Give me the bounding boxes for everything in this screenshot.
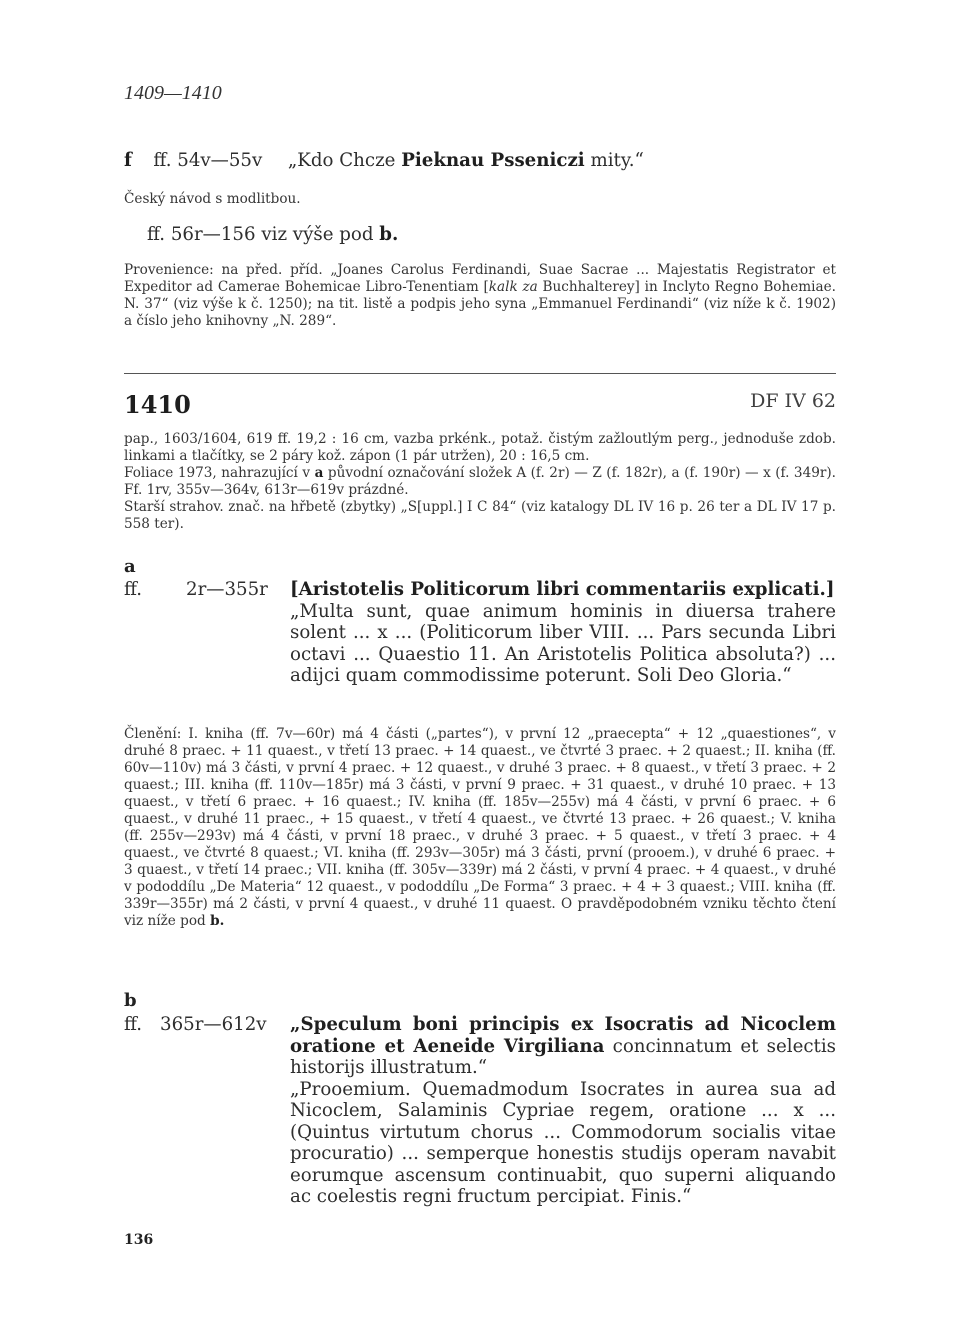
section-a-structure: [124, 726, 836, 930]
section-b-letter: b: [124, 990, 137, 1011]
section-b-text: „Prooemium. Quemadmodum Isocrates in aurea sua ad Nicoclem, Salaminis Cypriae regem, oratione ... x ... (Quintus virtutum chorus ... Commodorum socialis vitae procuratio) ... semperque honestis studijs operam navabit eorumque ascensum continuabit, quo superni aliquando ac coelestis regni fructum percipiat. Finis.“: [290, 1078, 836, 1207]
section-a-folio-range: 2r—355r: [186, 579, 268, 600]
provenience-italic: kalk za: [488, 279, 538, 295]
section-f-ref-letter: b.: [379, 224, 399, 245]
section-f-header: [124, 150, 836, 172]
provenience-part1: Provenience: na před. příd. „Joanes Carolus Ferdinandi, Suae Sacrae ... Majestatis Registrator et Expeditor ad Camerae Bohemicae Libro-Tenentiam [: [124, 262, 836, 295]
entry-desc-foliation-a: Foliace 1973, nahrazující v: [124, 465, 315, 481]
section-divider: [124, 373, 836, 374]
section-a-folio: [124, 579, 268, 600]
section-b-title: [290, 1014, 836, 1079]
section-b-folio-range: 365r—612v: [160, 1014, 267, 1035]
entry-desc-foliation: [124, 465, 836, 499]
section-a-structure-text: Členění: I. kniha (ff. 7v—60r) má 4 části („partes“), v první 12 „praecepta“ + 12 „quaestiones“, v druhé 8 praec. + 11 quaest., v třetí 13 praec. + 14 quaest., ve čtvrté 3 praec. + 2 quaest.; II. kniha (ff. 60v—110v) má 3 části, v první 4 praec. + 12 quaest., v druhé 3 praec. + 8 quaest., v třetí 3 praec. + 2 quaest.; III. kniha (ff. 110v—185r) má 3 části, v první 9 praec. + 31 quaest., v druhé 10 praec. + 13 quaest., v třetí 6 praec. + 16 quaest.; IV. kniha (ff. 185v—255v) má 4 části, v první 6 praec. + 6 quaest., v druhé 11 praec., + 15 quaest., v třetí 4 quaest., ve čtvrté 13 praec. + 26 quaest.; V. kniha (ff. 255v—293v) má 4 části, v první 18 praec., v druhé 3 praec. + 5 quaest., v třetí 3 praec. + 4 quaest., ve čtvrté 8 quaest.; VI. kniha (ff. 293v—305r) má 3 části, první (prooem.), v druhé 6 praec. + 3 quaest., v třetí 14 praec.; VII. kniha (ff. 305v—339r) má 2 části, v první 4 praec. + 4 quaest., v druhé v pododdílu „De Materia“ 12 quaest., v pododdílu „De Forma“ 3 praec. + 4 + 3 quaest.; VIII. kniha (ff. 339r—355r) má 2 části, v první 4 quaest., v druhé 11 quaest. O pravděpodobném vzniku těchto čtení viz níže pod: [124, 726, 836, 929]
section-f-letter: f: [124, 150, 132, 171]
section-f-ref-folio: ff. 56r—156 viz výše pod: [147, 224, 380, 245]
page-number: 136: [124, 1232, 154, 1248]
entry-desc-foliation-c: původní označování složek A (f. 2r) — Z (f. 182r), a (f. 190r) — x (f. 349r). Ff. 1rv, 355v—364v, 613r—619v prázdné.: [124, 465, 836, 498]
entry-desc-shelfmark: Starší strahov. znač. na hřbetě (zbytky) „S[uppl.] I C 84“ (viz katalogy DL IV 16 p. 26 ter a DL IV 17 p. 558 ter).: [124, 499, 836, 532]
section-b-title-rest: concinnatum et selectis historijs illustratum.“: [290, 1035, 836, 1078]
entry-signature: DF IV 62: [750, 390, 836, 412]
provenience-part2: Buchhalterey] in Inclyto Regno Bohemiae. N. 37“ (viz výše k č. 1250); na tit. listě a podpis jeho syna „Emmanuel Ferdinandi“ (viz níže k č. 1902) a číslo jeho knihovny „N. 289“.: [124, 279, 836, 329]
section-f-note: Český návod s modlitbou.: [124, 191, 301, 207]
section-b-folio: [124, 1014, 267, 1035]
section-b-folio-ff: ff.: [124, 1014, 143, 1035]
section-f-title-bold: Pieknau Psseniczi: [401, 150, 585, 171]
running-head: 1409—1410: [124, 82, 222, 104]
section-a-folio-ff: ff.: [124, 579, 143, 600]
section-b-body: [290, 1014, 836, 1208]
section-a-letter: a: [124, 556, 136, 577]
entry-desc-foliation-b: a: [314, 465, 324, 481]
section-f-title-prefix: „Kdo Chcze: [287, 150, 402, 171]
section-f-reference: [147, 224, 747, 246]
section-a-structure-end: b.: [210, 913, 225, 929]
section-f-folio: ff. 54v—55v: [153, 150, 263, 171]
section-b-title-bold: „Speculum boni principis ex Isocratis ad Nicoclem oratione et Aeneide Virgiliana: [290, 1014, 836, 1057]
entry-description: [124, 431, 836, 533]
entry-desc-physical: pap., 1603/1604, 619 ff. 19,2 : 16 cm, vazba prkénk., potaž. čistým zažloutlým perg., jednoduše zdob. linkami a tlačítky, se 2 páry kož. zápon (1 pár utržen), 20 : 16,5 cm.: [124, 431, 836, 464]
section-a-text: „Multa sunt, quae animum hominis in diuersa trahere solent ... x ... (Politicorum liber VIII. ... Pars secunda Libri octavi ... Quaestio 11. An Aristotelis Politica absoluta?) ... adijci quam commodissime poterunt. Soli Deo Gloria.“: [290, 600, 836, 686]
section-f-title-suffix: mity.“: [584, 150, 644, 171]
section-a-title: [Aristotelis Politicorum libri commentariis explicati.]: [290, 579, 835, 600]
entry-number: 1410: [124, 390, 191, 419]
section-a-body: [290, 579, 836, 687]
provenience-paragraph: [124, 262, 836, 330]
